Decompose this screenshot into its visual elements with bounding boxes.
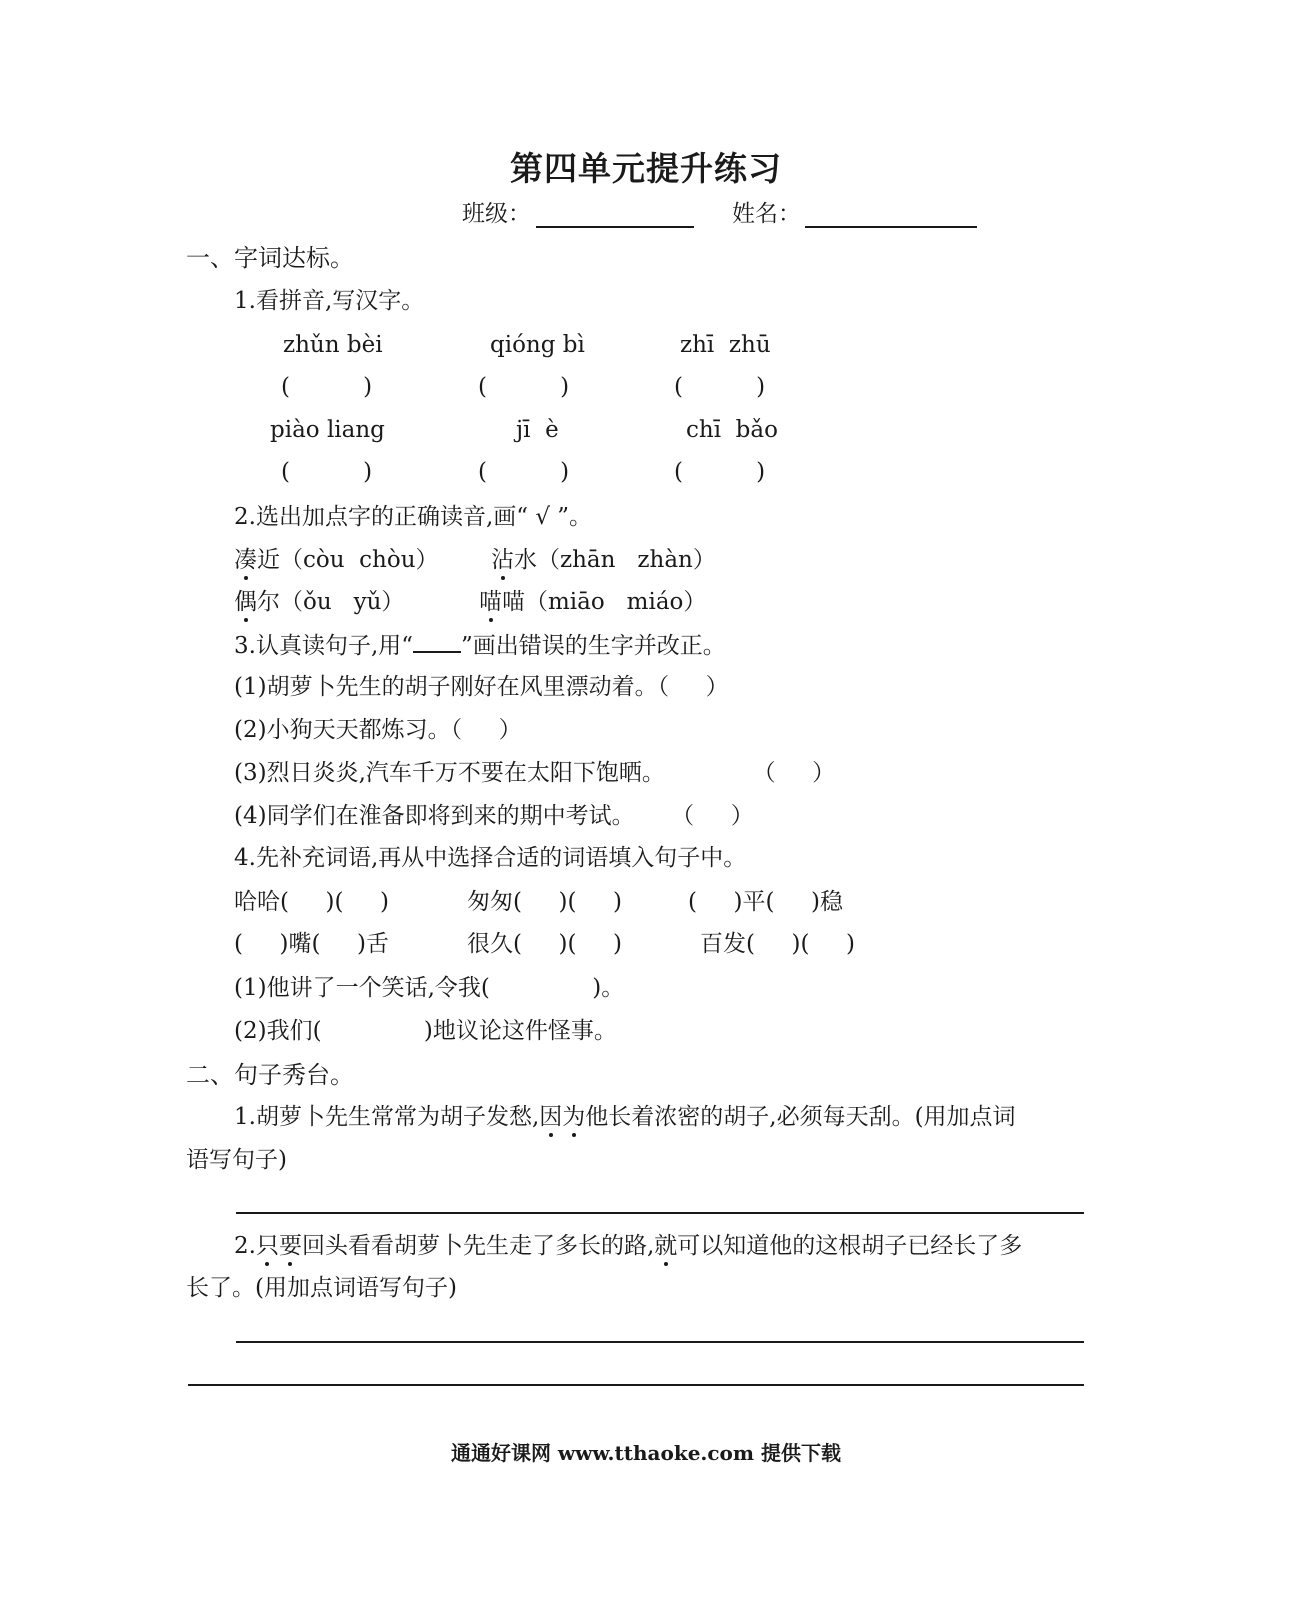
dotted-char: 就 — [654, 1233, 678, 1259]
answer-line[interactable] — [188, 1384, 1084, 1386]
section-heading: 一、字词达标。 — [186, 244, 354, 272]
prompt-part: 回头看看胡萝卜先生走了多长的路, — [301, 1233, 655, 1259]
word-fill[interactable]: ( )嘴( )舌 — [234, 931, 390, 957]
answer-paren[interactable]: ( ) — [674, 374, 766, 400]
reading-choice[interactable] — [479, 591, 706, 614]
prompt-part: 可以知道他的这根胡子已经长了多 — [677, 1233, 1023, 1259]
sentence-item: (2)小狗天天都炼习。（ ） — [234, 717, 522, 743]
answer-paren[interactable]: ( ) — [281, 374, 373, 400]
footer-credit: 通通好课网 www.tthaoke.com 提供下载 — [450, 1441, 842, 1465]
dotted-char: 偶 — [234, 589, 257, 615]
word-fill[interactable]: 百发( )( ) — [700, 931, 856, 957]
prompt-part: 他长着浓密的胡子,必须每天刮。(用加点词 — [585, 1104, 1016, 1130]
question-prompt: 1.看拼音,写汉字。 — [234, 288, 425, 314]
prompt-part: ”画出错误的生字并改正。 — [461, 633, 726, 659]
answer-paren[interactable]: ( ) — [674, 459, 766, 485]
pinyin-item: jī è — [516, 417, 559, 443]
answer-line[interactable] — [236, 1212, 1084, 1214]
prompt-part: 2. — [234, 1233, 256, 1259]
choice-text: 尔（ǒu yǔ） — [257, 589, 405, 615]
question-prompt — [234, 633, 726, 658]
rewrite-prompt — [234, 1235, 1022, 1258]
pinyin-item: qióng bì — [490, 332, 585, 358]
pinyin-item: chī bǎo — [686, 417, 778, 443]
reading-choice[interactable] — [234, 591, 404, 614]
question-prompt: 4.先补充词语,再从中选择合适的词语填入句子中。 — [234, 845, 747, 871]
answer-line[interactable] — [236, 1341, 1084, 1343]
dotted-char: 只 — [255, 1233, 279, 1259]
dotted-char: 凑 — [234, 547, 257, 573]
pinyin-item: piào liang — [270, 417, 385, 443]
reading-choice[interactable] — [234, 549, 439, 572]
sentence-item: (4)同学们在淮备即将到来的期中考试。 （ ） — [234, 803, 754, 829]
answer-paren[interactable]: ( ) — [478, 459, 570, 485]
question-prompt: 2.选出加点字的正确读音,画“ √ ”。 — [234, 504, 593, 530]
sentence-fill[interactable]: (1)他讲了一个笑话,令我( )。 — [234, 975, 625, 1001]
rewrite-prompt-continued: 语写句子) — [186, 1147, 287, 1173]
dotted-char: 沾 — [491, 547, 514, 573]
section-heading: 二、句子秀台。 — [186, 1061, 354, 1089]
class-blank[interactable] — [536, 226, 694, 228]
dotted-char: 为 — [562, 1104, 586, 1130]
underline-mark — [413, 633, 461, 653]
sentence-fill[interactable]: (2)我们( )地议论这件怪事。 — [234, 1018, 617, 1044]
sentence-item: (1)胡萝卜先生的胡子刚好在风里漂动着。（ ） — [234, 674, 729, 700]
choice-text: 水（zhān zhàn） — [514, 547, 716, 573]
choice-text: 近（còu chòu） — [257, 547, 439, 573]
dotted-char: 因 — [539, 1104, 563, 1130]
rewrite-prompt — [234, 1106, 1016, 1129]
word-fill[interactable]: 匆匆( )( ) — [467, 889, 623, 915]
page-title: 第四单元提升练习 — [510, 149, 782, 188]
prompt-part: 1.胡萝卜先生常常为胡子发愁, — [234, 1104, 540, 1130]
choice-text: 喵（miāo miáo） — [502, 589, 707, 615]
reading-choice[interactable] — [491, 549, 716, 572]
word-fill[interactable]: ( )平( )稳 — [688, 889, 844, 915]
pinyin-item: zhī zhū — [680, 332, 771, 358]
class-label: 班级： — [462, 201, 531, 227]
pinyin-item: zhǔn bèi — [283, 332, 383, 358]
answer-paren[interactable]: ( ) — [281, 459, 373, 485]
sentence-item: (3)烈日炎炎,汽车千万不要在太阳下饱晒。 （ ） — [234, 760, 836, 786]
rewrite-prompt-continued: 长了。(用加点词语写句子) — [186, 1275, 457, 1301]
answer-paren[interactable]: ( ) — [478, 374, 570, 400]
word-fill[interactable]: 哈哈( )( ) — [234, 889, 390, 915]
name-blank[interactable] — [805, 226, 977, 228]
word-fill[interactable]: 很久( )( ) — [467, 931, 623, 957]
prompt-part: 3.认真读句子,用“ — [234, 633, 414, 659]
dotted-char: 喵 — [479, 589, 502, 615]
dotted-char: 要 — [278, 1233, 302, 1259]
name-label: 姓名： — [732, 201, 801, 227]
